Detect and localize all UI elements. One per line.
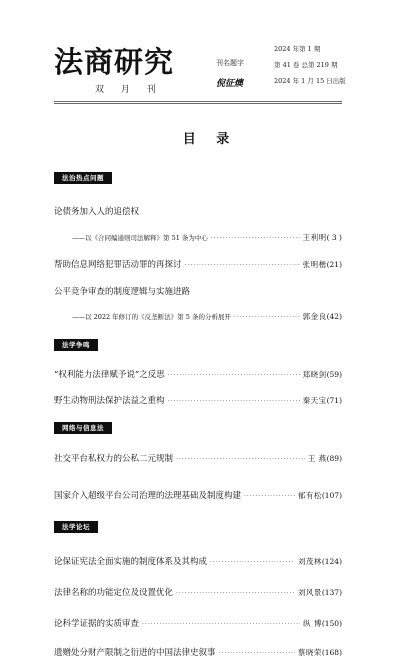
volume-number: 第 41 卷 总第 219 期	[274, 61, 338, 69]
entry-author: 蔡晓荣	[297, 648, 322, 657]
dot-leader	[244, 493, 295, 500]
header-divider-secondary	[54, 103, 342, 104]
dot-leader	[211, 235, 300, 242]
entry-title: 社交平台私权力的公私二元规制	[54, 454, 174, 464]
entry-page: (42)	[326, 312, 342, 321]
dot-leader	[219, 650, 295, 657]
entry-subtitle: ——以《合同编通则司法解释》第 51 条为中心	[72, 234, 208, 242]
entry-page: ( 3 )	[326, 233, 342, 242]
entry-title: “权利能力法律赋予说”之反思	[54, 370, 165, 380]
entry-title: 野生动物刑法保护法益之重构	[54, 396, 165, 406]
toc-entry[interactable]	[54, 368, 342, 380]
dot-leader	[176, 590, 295, 597]
header-divider	[54, 101, 342, 102]
entry-page: (124)	[321, 557, 342, 566]
toc-entry[interactable]	[54, 452, 342, 464]
masthead	[0, 0, 420, 110]
entry-title: 论债务加入人的追偿权	[54, 207, 140, 217]
entry-title: 法律名称的功能定位及设置优化	[54, 588, 174, 598]
entry-author: 王利明	[302, 233, 327, 242]
entry-title: 国家介入超级平台公司治理的法理基础及制度构建	[54, 491, 242, 501]
entry-author: 刘风景	[297, 588, 322, 597]
dot-leader	[168, 372, 300, 379]
section-tag-hot-issues: 法治热点问题	[54, 172, 112, 184]
entry-author: 张明楷	[302, 260, 327, 269]
entry-author: 王 燕	[307, 454, 327, 463]
toc-entry[interactable]	[54, 586, 342, 598]
toc-entry[interactable]	[54, 617, 342, 629]
entry-author: 郑晓剑	[302, 370, 327, 379]
toc-heading: 目 录	[182, 132, 238, 147]
section-tag-debate: 法学争鸣	[54, 339, 98, 351]
entry-author: 纵 博	[302, 619, 322, 628]
toc-entry-subtitle-row[interactable]	[54, 311, 342, 322]
entry-page: (137)	[321, 588, 342, 597]
calligraphy-signature: 倪征燠	[216, 79, 244, 89]
entry-page: (89)	[326, 454, 342, 463]
section-tag-forum: 法学论坛	[54, 521, 98, 533]
publication-frequency: 双 月 刊	[95, 85, 163, 95]
toc-entry[interactable]	[54, 555, 342, 567]
dot-leader	[210, 559, 295, 566]
entry-title: 帮助信息网络犯罪活动罪的再探讨	[54, 260, 182, 270]
journal-logo: 法商研究	[54, 45, 175, 79]
dot-leader	[234, 314, 300, 321]
section-tag-network-law: 网络与信息法	[54, 422, 112, 434]
entry-author: 秦天宝	[302, 396, 327, 405]
toc-entry[interactable]	[54, 646, 342, 658]
entry-page: (21)	[326, 260, 342, 269]
toc-entry[interactable]	[54, 285, 342, 297]
entry-page: (59)	[326, 370, 342, 379]
entry-author: 郁有松	[297, 491, 322, 500]
entry-title: 公平竞争审查的制度逻辑与实施进路	[54, 287, 191, 297]
entry-author: 郭金良	[302, 312, 327, 321]
title-inscription-note: 刊名题字	[216, 59, 244, 67]
dot-leader	[185, 262, 300, 269]
toc-entry[interactable]	[54, 258, 342, 270]
toc-entry[interactable]	[54, 205, 342, 217]
entry-page: (107)	[321, 491, 342, 500]
entry-page: (71)	[326, 396, 342, 405]
dot-leader	[168, 398, 300, 405]
entry-title: 遗赠处分财产限制之衍进的中国法律史叙事	[54, 648, 216, 658]
entry-author: 刘茂林	[297, 557, 322, 566]
publication-date: 2024 年 1 月 15 日出版	[274, 77, 346, 85]
entry-title: 论保证宪法全面实施的制度体系及其构成	[54, 557, 208, 567]
dot-leader	[176, 456, 305, 463]
entry-page: (150)	[321, 619, 342, 628]
entry-title: 论科学证据的实质审查	[54, 619, 140, 629]
entry-subtitle: ——以 2022 年修订的《反垄断法》第 5 条的分析展开	[72, 313, 231, 321]
toc-entry-subtitle-row[interactable]	[54, 232, 342, 243]
toc-entry[interactable]	[54, 394, 342, 406]
dot-leader	[142, 621, 300, 628]
toc-entry[interactable]	[54, 489, 342, 501]
entry-page: (168)	[321, 648, 342, 657]
issue-number: 2024 年第 1 期	[274, 45, 321, 53]
